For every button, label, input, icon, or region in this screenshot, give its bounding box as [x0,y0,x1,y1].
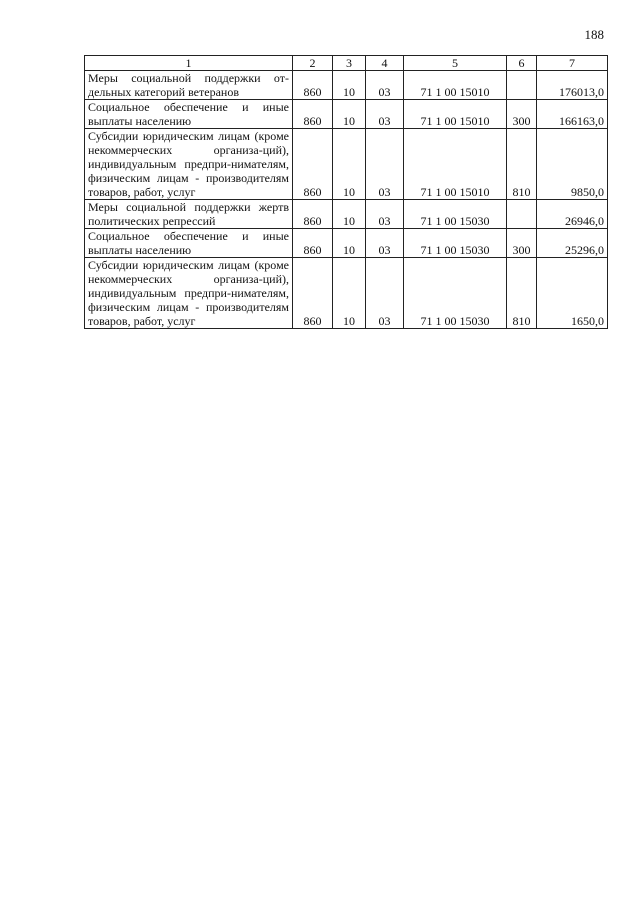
expense-type-code: 810 [507,258,537,329]
ministry-code: 860 [293,129,333,200]
section-code: 10 [333,100,366,129]
table-row [85,129,608,200]
ministry-code: 860 [293,258,333,329]
section-code: 10 [333,129,366,200]
table-row [85,100,608,129]
table-header-row [85,56,608,71]
table-row [85,71,608,100]
amount: 25296,0 [537,229,608,258]
column-header: 3 [333,56,366,71]
section-code: 10 [333,229,366,258]
row-name: Меры социальной поддержки от-дельных категорий ветеранов [85,71,293,100]
ministry-code: 860 [293,229,333,258]
column-header: 5 [404,56,507,71]
target-article-code: 71 1 00 15030 [404,229,507,258]
column-header: 2 [293,56,333,71]
row-name: Социальное обеспечение и иные выплаты населению [85,229,293,258]
amount: 26946,0 [537,200,608,229]
page-number: 188 [584,27,604,42]
subsection-code: 03 [366,229,404,258]
target-article-code: 71 1 00 15030 [404,200,507,229]
row-name: Субсидии юридическим лицам (кроме некоммерческих организа-ций), индивидуальным предпри-нимателям, физическим лицам - производителям товаров, работ, услуг [85,258,293,329]
subsection-code: 03 [366,129,404,200]
amount: 176013,0 [537,71,608,100]
section-code: 10 [333,71,366,100]
amount: 166163,0 [537,100,608,129]
subsection-code: 03 [366,71,404,100]
ministry-code: 860 [293,100,333,129]
column-header: 7 [537,56,608,71]
row-name: Меры социальной поддержки жертв политических репрессий [85,200,293,229]
target-article-code: 71 1 00 15010 [404,71,507,100]
column-header: 4 [366,56,404,71]
column-header: 1 [85,56,293,71]
subsection-code: 03 [366,200,404,229]
target-article-code: 71 1 00 15030 [404,258,507,329]
row-name: Субсидии юридическим лицам (кроме некоммерческих организа-ций), индивидуальным предпри-нимателям, физическим лицам - производителям товаров, работ, услуг [85,129,293,200]
budget-table [84,55,608,329]
ministry-code: 860 [293,200,333,229]
target-article-code: 71 1 00 15010 [404,100,507,129]
expense-type-code [507,200,537,229]
section-code: 10 [333,200,366,229]
subsection-code: 03 [366,258,404,329]
section-code: 10 [333,258,366,329]
amount: 9850,0 [537,129,608,200]
row-name: Социальное обеспечение и иные выплаты населению [85,100,293,129]
expense-type-code [507,71,537,100]
ministry-code: 860 [293,71,333,100]
amount: 1650,0 [537,258,608,329]
column-header: 6 [507,56,537,71]
table-row [85,200,608,229]
expense-type-code: 300 [507,100,537,129]
table-row [85,229,608,258]
table-row [85,258,608,329]
expense-type-code: 810 [507,129,537,200]
subsection-code: 03 [366,100,404,129]
target-article-code: 71 1 00 15010 [404,129,507,200]
expense-type-code: 300 [507,229,537,258]
